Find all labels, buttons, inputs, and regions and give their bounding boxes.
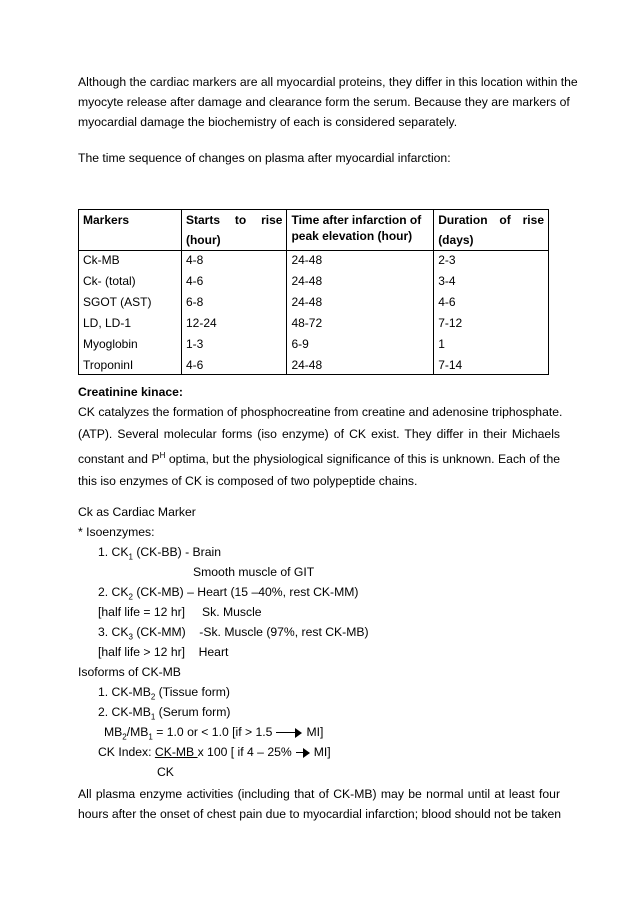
cardiac-markers-table (78, 209, 549, 375)
table-row: LD, LD-1 12-24 48-72 7-12 (79, 311, 549, 332)
intro-line-3: myocardial damage the biochemistry of each is considered separately. (78, 115, 458, 129)
header-markers: Markers (79, 210, 182, 251)
isoenzyme-3-detail: [half life > 12 hr] Heart (98, 645, 229, 659)
mb-ratio: $MB_2/MB_1 = 1.0$ or < 1.0 [if > 1.5 MI] (104, 725, 324, 742)
isoform-2: 2. $CK-MB_1$ (Serum form) (98, 705, 231, 722)
ck-paragraph (78, 401, 563, 492)
closing-line-1: All plasma enzyme activities (including that of CK-MB) may be normal until at least four (78, 787, 560, 801)
table-row: SGOT (AST) 6-8 24-48 4-6 (79, 290, 549, 311)
table-row: Ck- (total) 4-6 24-48 3-4 (79, 269, 549, 290)
ck-marker-title: Ck as Cardiac Marker (78, 505, 196, 519)
table-row: Myoglobin 1-3 6-9 1 (79, 332, 549, 353)
ck-index: CK Index: CK-MB x 100 [ if 4 – 25% MI] (98, 745, 331, 759)
isoforms-title: Isoforms of CK-MB (78, 665, 181, 679)
isoenzyme-3: 3. $CK_3$ (CK-MM) -Sk. Muscle (97%, rest CK-MB) (98, 625, 369, 642)
arrow-right-icon (296, 748, 310, 758)
header-starts-to-rise: Starts to rise (hour) (181, 210, 286, 251)
ck-line-1: CK catalyzes the formation of phosphocreatine from creatine and adenosine triphosphate. (78, 405, 563, 419)
closing-paragraph (78, 784, 560, 824)
intro-line-1: Although the cardiac markers are all myocardial proteins, they differ in this location within the (78, 75, 578, 89)
closing-line-2: hours after the onset of chest pain due to myocardial infarction; blood should not be taken (78, 807, 562, 821)
isoenzyme-2-detail: [half life = 12 hr] Sk. Muscle (98, 605, 262, 619)
ck-heading: Creatinine kinace: (78, 385, 183, 399)
table-row: TroponinI 4-6 24-48 7-14 (79, 353, 549, 375)
intro-line-2: myocyte release after damage and clearance form the serum. Because they are markers of (78, 95, 570, 109)
isoenzyme-2: 2. $CK_2$ (CK-MB) – Heart (15 –40%, rest CK-MM) (98, 585, 359, 602)
time-sequence-caption: The time sequence of changes on plasma after myocardial infarction: (78, 151, 451, 165)
table-header-row (79, 210, 549, 251)
header-duration-of-rise: Duration of rise (days) (434, 210, 549, 251)
isoenzyme-1-detail: Smooth muscle of GIT (193, 565, 315, 579)
header-peak-elevation: Time after infarction of peak elevation (hour) (287, 210, 434, 251)
isoform-1: 1. $CK-MB_2$ (Tissue form) (98, 685, 230, 702)
ck-line-3: constant and $P^H$ optima, but the physiological significance of this is unknown. Each of the (78, 451, 560, 467)
ck-line-4: this iso enzymes of CK is composed of two polypeptide chains. (78, 474, 418, 489)
ck-index-denominator: CK (157, 765, 174, 779)
ck-line-2: (ATP). Several molecular forms (iso enzyme) of CK exist. They differ in their Michaels (78, 427, 560, 441)
table-row: Ck-MB 4-8 24-48 2-3 (79, 251, 549, 270)
arrow-right-icon (276, 728, 302, 738)
isoenzyme-1: 1. $CK_1$ (CK-BB) - Brain (98, 545, 221, 562)
intro-paragraph (78, 72, 578, 132)
isoenzymes-label: * Isoenzymes: (78, 525, 155, 539)
